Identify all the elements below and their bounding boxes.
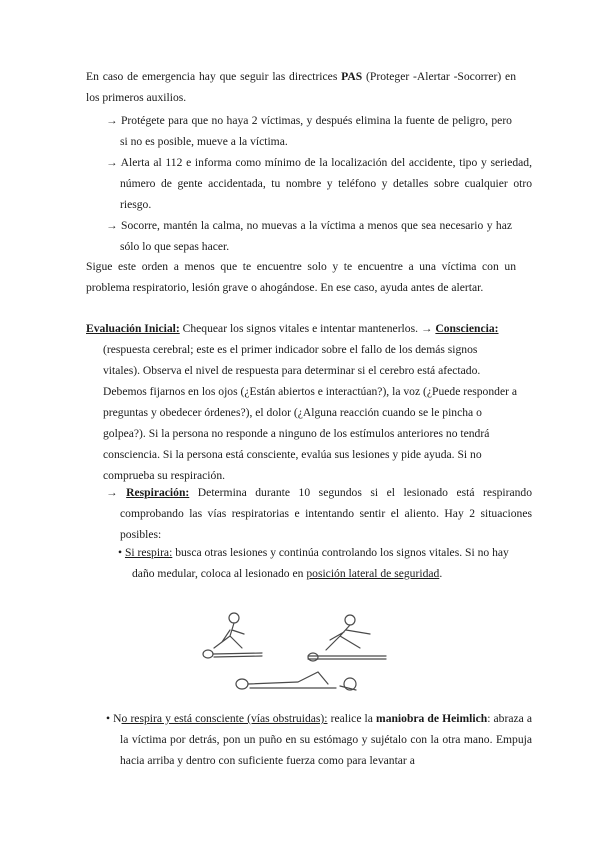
evaluacion-heading-line: Evaluación Inicial: Chequear los signos vitales e intentar mantenerlos. → Consciencia:: [86, 322, 499, 335]
order-note: Sigue este orden a menos que te encuentre solo y te encuentre a una víctima con un problema respiratorio, lesión grave o ahogándose. En ese caso, ayuda antes de alertar.: [86, 260, 516, 294]
no-respira-item: • No respira y está consciente (vías obstruidas): realice la maniobra de Heimlich: abraza a la víctima por detrás, pon un puño en su estómago y sujétalo con la otra mano. Empuja hacia arriba y dentro con suficiente fuerza como para levantar a: [106, 712, 533, 767]
si-respira-item: • Si respira: busca otras lesiones y continúa controlando los signos vitales. Si no hay daño medular, coloca al lesionado en posición lateral de seguridad.: [118, 546, 509, 580]
step-help: → Socorre, mantén la calma, no muevas a la víctima a menos que sea necesario y haz sólo lo que sepas hacer.: [106, 219, 512, 253]
consciencia-label: Consciencia:: [435, 322, 499, 335]
evaluacion-heading: Evaluación Inicial:: [86, 322, 180, 335]
heimlich-term: maniobra de Heimlich: [376, 712, 488, 725]
pas-acronym: PAS: [341, 70, 363, 83]
figure-recovery-position: [236, 672, 356, 690]
respiracion-item: → Respiración: Determina durante 10 segundos si el lesionado está respirando comprobando las vías respiratorias e intentando sentir el aliento. Hay 2 situaciones posibles:: [106, 486, 532, 541]
consciencia-text: (respuesta cerebral; este es el primer indicador sobre el fallo de los demás signos vitales). Observa el nivel de respuesta para determinar si el cerebro está afectado. Debemos fijarnos en los ojos (¿Están abiertos e interactúan?), la voz (¿Puede responder a preguntas y obedecer órdenes?), el dolor (¿Alguna reacción cuando se le pincha o golpea?). Si la persona no responde a ninguno de los estímulos anteriores no tendrá consciencia. Si la persona está consciente, evalúa sus lesiones y pide ayuda. Si no comprueba su respiración.: [103, 343, 518, 482]
figure-person-kneeling-2: [308, 615, 386, 661]
no-respira-label: o respira y está consciente (vías obstruidas):: [121, 712, 328, 725]
si-respira-label: Si respira:: [124, 546, 173, 559]
step-alert: → Alerta al 112 e informa como mínimo de la localización del accidente, tipo y seriedad, número de gente accidentada, tu nombre y teléfono y detalles sobre cualquier otro riesgo.: [106, 156, 533, 211]
lateral-position-link: posición lateral de seguridad: [306, 567, 440, 580]
intro-paragraph: En caso de emergencia hay que seguir las directrices PAS (Proteger -Alertar -Socorrer) en los primeros auxilios.: [86, 70, 516, 104]
figure-person-kneeling-1: [203, 613, 262, 658]
recovery-position-illustration: [200, 604, 410, 700]
respiracion-label: Respiración:: [126, 486, 190, 499]
step-protect: → Protégete para que no haya 2 víctimas, y después elimina la fuente de peligro, pero si no es posible, mueve a la víctima.: [106, 114, 512, 148]
